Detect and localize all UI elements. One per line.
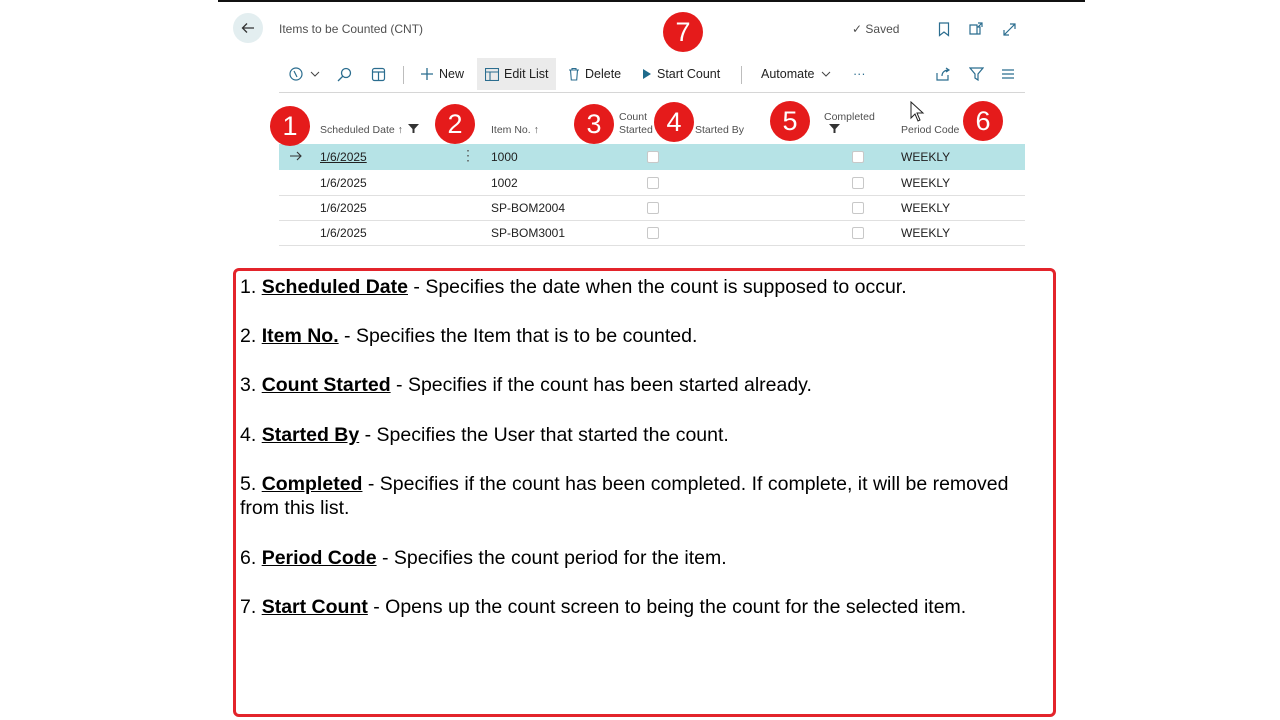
legend-item [240, 423, 1040, 447]
saved-status [852, 22, 899, 36]
chevron-down-icon [310, 70, 320, 78]
column-label: Completed [824, 111, 875, 123]
plus-icon [420, 67, 434, 81]
delete-label: Delete [585, 67, 622, 81]
scheduled-date-cell[interactable]: 1/6/2025 [320, 150, 367, 164]
count-started-checkbox[interactable] [647, 151, 659, 163]
arrow-left-icon [240, 20, 256, 36]
filter-icon [408, 124, 419, 133]
legend-item [240, 546, 1040, 570]
legend-term: Start Count [261, 596, 368, 618]
legend-item [240, 595, 1040, 619]
new-label: New [439, 67, 465, 81]
legend-item [240, 275, 1040, 299]
legend-description: - Specifies the User that started the count. [359, 424, 729, 446]
column-header-period-code[interactable] [901, 124, 959, 137]
automate-label: Automate [761, 67, 815, 81]
new-button[interactable] [420, 58, 464, 90]
list-view-button[interactable] [1001, 58, 1020, 90]
legend-description: - Specifies if the count has been started already. [390, 374, 812, 396]
legend-box [233, 268, 1056, 717]
column-label: Count [619, 111, 648, 123]
legend-term: Count Started [261, 374, 391, 396]
column-label: Scheduled Date [320, 124, 395, 136]
count-started-checkbox[interactable] [647, 177, 659, 189]
table-row[interactable] [279, 195, 1025, 221]
view-toggle-button[interactable] [371, 58, 391, 90]
sort-ascending-icon: ↑ [397, 124, 403, 136]
legend-number: 7. [240, 596, 257, 618]
back-button[interactable] [233, 13, 263, 43]
edit-list-button[interactable] [477, 58, 556, 90]
automate-menu[interactable] [761, 58, 838, 90]
open-new-window-icon[interactable] [966, 20, 984, 38]
legend-number: 3. [240, 374, 257, 396]
column-header-item-no[interactable] [491, 124, 539, 137]
legend-number: 4. [240, 424, 257, 446]
sort-ascending-icon: ↑ [533, 124, 539, 136]
play-icon [642, 68, 652, 80]
analysis-icon [289, 67, 305, 81]
filter-button[interactable] [969, 58, 989, 90]
callout-badge-3: 3 [574, 104, 614, 144]
legend-item [240, 324, 1040, 348]
legend-description: - Opens up the count screen to being the count for the selected item. [367, 596, 967, 618]
edit-list-icon [485, 68, 499, 81]
view-icon [371, 67, 386, 82]
legend-number: 6. [240, 547, 257, 569]
legend-term: Item No. [261, 325, 339, 347]
column-label: Started [619, 124, 653, 136]
filter-icon [969, 67, 984, 81]
count-started-checkbox[interactable] [647, 202, 659, 214]
start-count-button[interactable] [642, 58, 720, 90]
period-code-cell: WEEKLY [901, 176, 951, 190]
legend-number: 1. [240, 276, 257, 298]
toolbar-divider [741, 66, 742, 84]
callout-badge-4: 4 [654, 102, 694, 142]
column-label: Started By [695, 124, 745, 136]
column-header-completed[interactable] [824, 111, 875, 137]
legend-item [240, 373, 1040, 397]
column-header-started-by[interactable] [695, 124, 744, 137]
column-label: Item No. [491, 124, 531, 136]
callout-badge-1: 1 [270, 106, 310, 146]
legend-term: Completed [261, 473, 363, 495]
action-bar [279, 58, 1025, 93]
analysis-button[interactable] [289, 58, 325, 90]
completed-checkbox[interactable] [852, 177, 864, 189]
item-no-cell: SP-BOM3001 [491, 226, 566, 240]
period-code-cell: WEEKLY [901, 226, 951, 240]
expand-icon[interactable] [1000, 20, 1018, 38]
scheduled-date-cell[interactable]: 1/6/2025 [320, 201, 367, 215]
legend-description: - Specifies the date when the count is supposed to occur. [407, 276, 907, 298]
chevron-down-icon [819, 70, 833, 78]
legend-description: - Specifies the Item that is to be counted. [338, 325, 698, 347]
more-options-button[interactable]: ··· [853, 67, 866, 81]
callout-badge-5: 5 [770, 101, 810, 141]
callout-badge-7: 7 [663, 12, 703, 52]
table-row[interactable] [279, 170, 1025, 196]
trash-icon [568, 67, 580, 81]
period-code-cell: WEEKLY [901, 201, 951, 215]
search-button[interactable] [337, 58, 357, 90]
scheduled-date-cell[interactable]: 1/6/2025 [320, 176, 367, 190]
count-started-checkbox[interactable] [647, 227, 659, 239]
start-count-label: Start Count [657, 67, 721, 81]
list-icon [1001, 68, 1015, 80]
completed-checkbox[interactable] [852, 151, 864, 163]
checkmark-icon: ✓ [852, 22, 863, 36]
item-no-cell: 1000 [491, 150, 518, 164]
column-header-count-started[interactable] [619, 111, 653, 137]
delete-button[interactable] [568, 58, 621, 90]
row-actions-icon[interactable]: ⋮ [461, 147, 475, 163]
item-no-cell: 1002 [491, 176, 518, 190]
bookmark-icon[interactable] [935, 20, 953, 38]
scheduled-date-cell[interactable]: 1/6/2025 [320, 226, 367, 240]
legend-description: - Specifies the count period for the item. [376, 547, 727, 569]
legend-number: 2. [240, 325, 257, 347]
toolbar-divider [403, 66, 404, 84]
edit-list-label: Edit List [504, 67, 549, 81]
completed-checkbox[interactable] [852, 202, 864, 214]
table-row[interactable] [279, 144, 1025, 170]
legend-term: Period Code [261, 547, 377, 569]
legend-term: Started By [261, 424, 360, 446]
item-no-cell: SP-BOM2004 [491, 201, 566, 215]
mouse-cursor-icon [910, 101, 926, 123]
callout-badge-6: 6 [963, 101, 1003, 141]
search-icon [337, 67, 352, 82]
completed-checkbox[interactable] [852, 227, 864, 239]
legend-description: - Specifies if the count has been completed. If complete, it will be removed from this list. [240, 473, 1009, 519]
share-button[interactable] [935, 58, 956, 90]
period-code-cell: WEEKLY [901, 150, 951, 164]
saved-label: Saved [865, 22, 900, 36]
callout-badge-2: 2 [435, 104, 475, 144]
legend-number: 5. [240, 473, 257, 495]
table-row[interactable] [279, 220, 1025, 246]
legend-item [240, 472, 1040, 520]
column-header-scheduled-date[interactable] [320, 124, 419, 137]
legend-term: Scheduled Date [261, 276, 408, 298]
filter-icon [829, 124, 840, 133]
share-icon [935, 67, 951, 81]
column-label: Period Code [901, 124, 960, 136]
current-row-arrow-icon [289, 151, 303, 161]
page-title: Items to be Counted (CNT) [279, 22, 424, 36]
